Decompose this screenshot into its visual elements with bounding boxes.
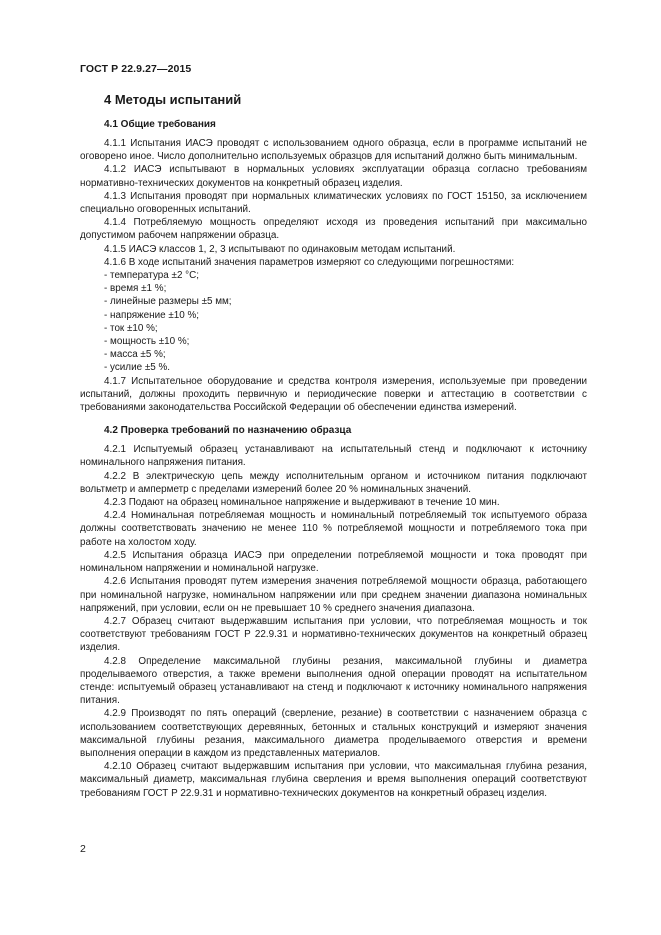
paragraph: 4.1.6 В ходе испытаний значения параметров измеряют со следующими погрешностями:: [104, 256, 515, 268]
paragraph: 4.2.7 Образец считают выдержавшим испытания при условии, что потребляемая мощность и ток соответствуют требованиям ГОСТ Р 22.9.31 и нормативно-технических документов на конкретный образец изделия.: [80, 615, 587, 654]
paragraph: 4.1.1 Испытания ИАСЭ проводят с использованием одного образца, если в программе испытаний не оговорено иное. Число дополнительно используемых образцов для испытаний должно быть минимальным.: [80, 138, 587, 163]
document-header: ГОСТ Р 22.9.27—2015: [80, 63, 192, 75]
list-item: - время ±1 %;: [104, 283, 167, 295]
paragraph: 4.2.9 Производят по пять операций (сверление, резание) в соответствии с назначением образца с использованием соответствующих деревянных, бетонных и стальных конструкций и измеряют значения максимальной глубины резания, максимального диаметра проделываемого отверстия и времени выполнения операции в каждом из представленных материалов.: [80, 708, 587, 759]
page-number: 2: [80, 843, 86, 855]
list-item: - напряжение ±10 %;: [104, 309, 200, 321]
paragraph: 4.2.1 Испытуемый образец устанавливают на испытательный стенд и подключают к источнику номинального напряжения питания.: [80, 444, 587, 469]
paragraph: 4.1.2 ИАСЭ испытывают в нормальных условиях эксплуатации образца согласно требованиям нормативно-технических документов на конкретный образец изделия.: [80, 164, 587, 189]
paragraph: 4.2.10 Образец считают выдержавшим испытания при условии, что максимальная глубина резания, максимальный диаметр, максимальная глубина сверления и время выполнения операций соответствуют требованиям ГОСТ Р 22.9.31 и нормативно-технических документов на конкретный образец изделия.: [80, 761, 587, 799]
paragraph: 4.2.3 Подают на образец номинальное напряжение и выдерживают в течение 10 мин.: [104, 497, 500, 509]
paragraph: 4.1.5 ИАСЭ классов 1, 2, 3 испытывают по одинаковым методам испытаний.: [104, 243, 456, 255]
paragraph: 4.2.4 Номинальная потребляемая мощность и номинальный потребляемый ток испытуемого образа должны соответствовать значению не менее 110 % потребляемой мощности и потребляемого тока при работе на холостом ходу.: [80, 510, 587, 548]
section-title: 4 Методы испытаний: [104, 92, 242, 107]
list-item: - температура ±2 °С;: [104, 270, 199, 282]
paragraph: 4.1.4 Потребляемую мощность определяют исходя из проведения испытаний при максимально допустимом рабочем напряжении образца.: [80, 217, 587, 242]
paragraph: 4.1.3 Испытания проводят при нормальных климатических условиях по ГОСТ 15150, за исключением специально оговоренных испытаний.: [80, 190, 587, 216]
list-item: - мощность ±10 %;: [104, 336, 190, 348]
list-item: - масса ±5 %;: [104, 349, 166, 361]
spacer: [80, 414, 587, 424]
list-item: - линейные размеры ±5 мм;: [104, 296, 232, 308]
document-body: [80, 92, 587, 800]
paragraph: 4.2.6 Испытания проводят путем измерения значения потребляемой мощности образца, работающего при номинальной нагрузке, номинальном напряжении или при среднем значении диапазона номинальных напряжений, при условии, если он не превышает 10 % среднего значения диапазона.: [80, 576, 587, 614]
paragraph: 4.2.2 В электрическую цепь между исполнительным органом и источником питания подключают вольтметр и амперметр с пределами измерений более 20 % номинальных значений.: [80, 470, 587, 495]
subsection-title-general: 4.1 Общие требования: [104, 119, 216, 130]
list-item: - усилие ±5 %.: [104, 362, 171, 374]
tolerance-list: [80, 269, 587, 375]
paragraph: 4.1.7 Испытательное оборудование и средства контроля измерения, используемые при проведении испытаний, должны проходить первичную и периодические поверки и аттестацию в соответствии с требованиями законодательства Российской Федерации об обеспечении единства измерений.: [80, 375, 587, 414]
list-item: - ток ±10 %;: [104, 322, 158, 334]
paragraph: 4.2.5 Испытания образца ИАСЭ при определении потребляемой мощности и тока проводят при номинальном напряжении и номинальной нагрузке.: [80, 549, 587, 575]
subsection-title-purpose: 4.2 Проверка требований по назначению образца: [104, 425, 352, 437]
paragraph: 4.2.8 Определение максимальной глубины резания, максимальной глубины и диаметра проделываемого отверстия, а также времени выполнения одной операции проводят на испытательном стенде: испытуемый образец устанавливают на стенд и подключают к источнику номинального напряжения питания.: [80, 655, 587, 707]
